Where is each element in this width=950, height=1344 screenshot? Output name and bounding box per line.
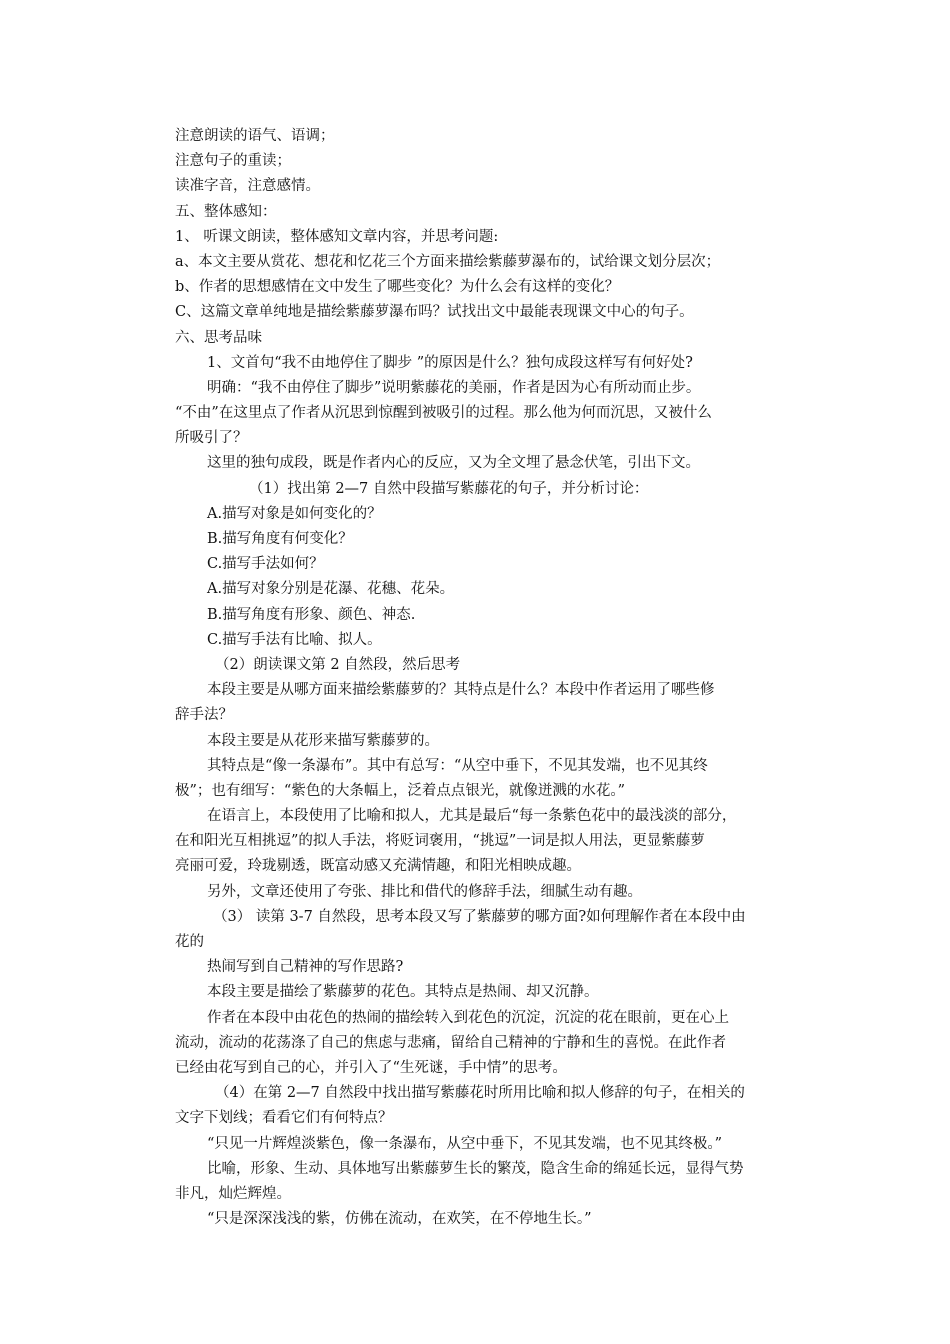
text-line: 本段主要是描绘了紫藤萝的花色。其特点是热闹、却又沉静。 — [207, 984, 599, 1001]
text-line: 明确：“我不由停住了脚步”说明紫藤花的美丽，作者是因为心有所动而止步。 — [207, 379, 701, 396]
text-line: 在语言上，本段使用了比喻和拟人，尤其是最后“每一条紫色花中的最浅淡的部分， — [207, 808, 737, 825]
text-line: 另外，文章还使用了夸张、排比和借代的修辞手法，细腻生动有趣。 — [207, 883, 642, 900]
text-line: 其特点是“像一条瀑布”。其中有总写：“从空中垂下，不见其发端，也不见其终 — [207, 757, 708, 774]
text-line: 花的 — [175, 934, 204, 950]
text-line: A.描写对象是如何变化的？ — [207, 505, 382, 522]
text-line: 1、 听课文朗读，整体感知文章内容，并思考问题: — [175, 228, 499, 245]
text-line: “只是深深浅浅的紫，仿佛在流动，在欢笑，在不停地生长。” — [207, 1211, 592, 1228]
text-line: 亮丽可爱，玲珑剔透，既富动感又充满情趣，和阳光相映成趣。 — [175, 858, 581, 875]
text-line: B.描写角度有何变化？ — [207, 531, 353, 547]
text-line: 五、整体感知： — [175, 203, 277, 220]
text-line: 六、思考品味 — [175, 329, 262, 346]
text-line: 本段主要是从哪方面来描绘紫藤萝的？其特点是什么？本段中作者运用了哪些修 — [207, 682, 715, 699]
text-line: 这里的独句成段，既是作者内心的反应，又为全文埋了悬念伏笔，引出下文。 — [207, 455, 700, 472]
text-line: 注意句子的重读； — [175, 153, 291, 170]
text-line: C.描写手法如何？ — [207, 556, 324, 573]
text-line: 已经由花写到自己的心，并引入了“生死谜，手中情”的思考。 — [175, 1059, 567, 1076]
document-body — [175, 124, 807, 1232]
text-line: 辞手法？ — [175, 707, 233, 724]
text-line: 作者在本段中由花色的热闹的描绘转入到花色的沉淀，沉淀的花在眼前，更在心上 — [207, 1009, 729, 1026]
text-line: A.描写对象分别是花瀑、花穗、花朵。 — [207, 581, 455, 598]
text-line: （1）找出第 2—7 自然中段描写紫藤花的句子，并分析讨论： — [249, 480, 649, 497]
text-line: 极”；也有细写：“紫色的大条幅上，泛着点点银光，就像迸溅的水花。” — [175, 782, 625, 799]
text-line: b、作者的思想感情在文中发生了哪些变化？为什么会有这样的变化？ — [175, 279, 620, 296]
text-line: C.描写手法有比喻、拟人。 — [207, 631, 382, 648]
text-line: 本段主要是从花形来描写紫藤萝的。 — [207, 732, 439, 749]
text-line: C、这篇文章单纯地是描绘紫藤萝瀑布吗？试找出文中最能表现课文中心的句子。 — [175, 304, 694, 321]
text-line: 读准字音，注意感情。 — [175, 178, 320, 195]
text-line: 所吸引了？ — [175, 430, 248, 447]
text-line: （2）朗读课文第 2 自然段，然后思考 — [215, 656, 461, 673]
text-line: 文字下划线；看看它们有何特点？ — [175, 1110, 393, 1127]
text-line: “只见一片辉煌淡紫色，像一条瀑布，从空中垂下，不见其发端，也不见其终极。” — [207, 1135, 723, 1152]
text-line: 非凡，灿烂辉煌。 — [175, 1185, 291, 1202]
text-line: 流动，流动的花荡涤了自己的焦虑与悲痛，留给自己精神的宁静和生的喜悦。在此作者 — [175, 1034, 726, 1051]
text-line: 在和阳光互相挑逗”的拟人手法，将贬词褒用，“挑逗”一词是拟人用法，更显紫藤萝 — [175, 833, 705, 850]
text-line: （3） 读第 3-7 自然段，思考本段又写了紫藤萝的哪方面?如何理解作者在本段中由 — [213, 908, 746, 925]
text-line: 1、文首句“我不由地停住了脚步 ”的原因是什么？独句成段这样写有何好处? — [207, 354, 693, 371]
text-line: 比喻，形象、生动、具体地写出紫藤萝生长的繁茂，隐含生命的绵延长远，显得气势 — [207, 1160, 744, 1177]
text-line: a、本文主要从赏花、想花和忆花三个方面来描绘紫藤萝瀑布的，试给课文划分层次； — [175, 253, 721, 270]
text-line: B.描写角度有形象、颜色、神态. — [207, 606, 416, 623]
text-line: （4）在第 2—7 自然段中找出描写紫藤花时所用比喻和拟人修辞的句子，在相关的 — [215, 1085, 745, 1102]
text-line: “不由”在这里点了作者从沉思到惊醒到被吸引的过程。那么他为何而沉思，又被什么 — [175, 405, 712, 422]
text-line: 注意朗读的语气、语调； — [175, 128, 335, 144]
text-line: 热闹写到自己精神的写作思路? — [207, 959, 404, 976]
